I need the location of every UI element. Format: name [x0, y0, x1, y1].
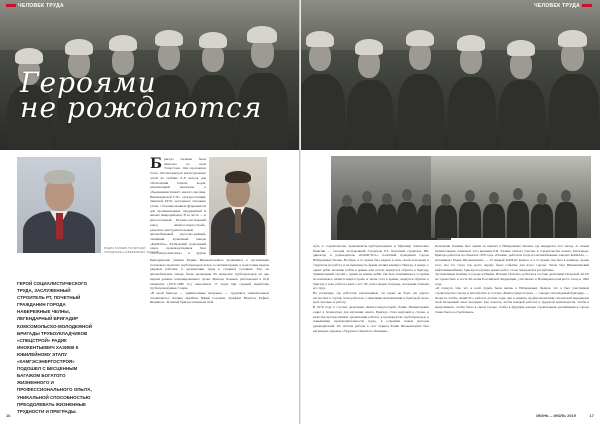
hero-worker	[546, 10, 600, 150]
body-column-3: Коллектив Хазиева был одним из первых в Набережных Челнах, где внедрялся этот метод. А самым значительным событием того времени Р.И. Хазиев считает участие в строительстве нового автозавода. Бригада работала на объектах 1976 года. «Помню, работали тогда на автомобильных заводах КАМАЗа, — вспоминает Радик Инокентьевич, — И первый КАМАЗ вышел, я в то время там был в команде, кроме того, мы это тогда так долго ждали, было событие для всего города. Затем был Нижнекамский нефтехимкомбинат, бригада получила новых работ, стала передовой в республике. Заслуженным Хазиеву в городе и Индии, Италии. Почетно, работая в составе делегации Татарской АССР на торжествах в честь 60-летия Российской Федерации, участвовал в Всемирном конгрессе татар в 1992 году. «Я горжусь тем, что я всей судьбе была жизнь в Набережных Челнах, что я был участником строительства города и автогиганта в составе «Камгэсэнергостроя» — говорит легендарный бригадир. — Хочется, чтобы «КамГЭС» работал долгие годы, как и раньше, профессионалами строителей передавали свой бесценный опыт молодым. Так хочется, чтобы каждый работал в трудовой деятельности, чтобы в выпускниках, чтобы было в своем городе, чтобы в будущем каждая строительная организация в городе также была востребована».	[435, 244, 589, 314]
hero-worker	[446, 15, 498, 150]
lead-text: ГЕРОЙ СОЦИАЛИСТИЧЕСКОГО ТРУДА, ЗАСЛУЖЕННЫЙ СТРОИТЕЛЬ РТ, ПОЧЕТНЫЙ ГРАЖДАНИН ГОРОДА НАБЕРЕЖНЫЕ ЧЕЛНЫ, ЛЕГЕНДАРНЫЙ БРИГАДИР КОМСОМОЛЬСКО-МОЛОДЕЖНОЙ БРИГАДЫ ТРУБОУКЛАДЧИКОВ «СПЕЦСТРОЙ» РАДИК ИНОКЕНТЬЕВИЧ ХАЗИЕВ К ЮБИЛЕЙНОМУ ЭТАПУ «КАМГЭСЭНЕРГОСТРОЯ» ПОДОШЕЛ С БЕСЦЕННЫМ БАГАЖОМ БОГАТОГО ЖИЗНЕННОГО И ПРОФЕССИОНАЛЬНОГО ОПЫТА, УНИКАЛЬНОЙ СПОСОБНОСТЬЮ ПРЕОДОЛЕВАТЬ ЖИЗНЕННЫЕ ТРУДНОСТИ И ПРЕГРАДЫ.	[17, 281, 93, 414]
page-number: 16	[6, 413, 11, 418]
body-column-1b: Бригадирские умения Радика Иннокентьевича проявились в организации потокового монтажа трубопроводов вслед за экскаваторами, в подготовке кадров рядовых рабочих, в организации труда в сложных условиях. Так, на автомобильном заводе были проведены 60 выпусков трубопроводов на две недели раньше запланированного срока. Бригада Хазиева, работающая в 10-й пятилетке (1976–1980 гг.), выполнила 17 норм при средней выработке трубопроводчиков 3 норм. «В моей бригаде — удивительные ветераны, — трудились замечательные специалисты: Леонид Дерябин, Юрий Сорокин, Зульфаят Вахитов, Рафкат Шарипов... В нашей бригаде начинали свой	[150, 258, 269, 305]
body-column-2: путь в строительстве практиканты-трубоукладчики и Мунавир Хаматович Пьянзин — сегодня заслуженный строитель РТ, почетный строитель РФ, директор и руководитель «КАМГЭСа», почетный гражданин города Набережные Челны. Вообще, я то время был уверен в силе своей молодежи и студентов на работу и на практику во время летних каникул. Иногда, в конце, у одних ребят желание пойти в армию или потом, вернуться обратно в бригаду. Удивительный случай с одним из наших ребят. Он был отличником в то время на комплексе «Камгэсэнергострой» и затем стал в армию, вернулся обратно в бригаду к нам, работал много лет. Об этом говорят награды, которыми отмечен его труд. На площадке, где работали заключенные, он также не было ни одного несчастного случая, хотя работали с тяжелыми механизмами и бригадой около трех человек за работу. В 1970 году в составе делегации «Камгэсэнергострой» Радик Инокентьевич ездил в Зеленоград для изучения опыта. Бригада стала ведущей в стране, в качестве прогрессивной организации работы, в производстве трубопроводов, в повышении производительности труда, в освоении новых методов руководителей. По итогам работы в этот период Радик Инокентьевич был награжден орденом «Трудового Красного Знамени».	[313, 244, 429, 333]
body-column-1a: Бригада Хазиева была известна во всем Татарстане. Она проложила более 100 километров магистральных сетей на глубине 6–8 метров для обеспечения теплом, водой, канализацией промзоны в объединении КамАЗ, жилого массива, Нижнекамской ГЭС, электростанций, Заинской ГРЭС, котельных, тепловых узлов, с бетонированием фундаментов для промышленных предприятий и жилых микрорайонов. В ее честь — и многоэтажный Бетонно-растворный завод «Камгэсэнергострой», ремонтно-инструментальный, автомобильный, прессово-рамный, литейный, кузнечный заводы «КАМАЗа», Елабужский тракторный завод, производственная база «Татэлектромонтажа» и другие	[150, 157, 206, 256]
group-photo-2	[431, 156, 591, 238]
portrait-photo	[17, 157, 101, 253]
portrait-photo-young	[209, 157, 267, 255]
title-line-1: Героями	[20, 66, 157, 99]
hero-worker	[301, 10, 347, 150]
hero-worker	[345, 20, 395, 150]
right-page	[301, 0, 600, 424]
drop-cap: Б	[150, 157, 162, 172]
page-number-right: 17	[589, 413, 594, 418]
hero-photo-right	[301, 0, 600, 150]
section-tag-right: ЧЕЛОВЕК ТРУДА	[534, 3, 594, 9]
portrait-caption: РАДИК ХАЗИЕВ, ПОЧЕТНЫЙ ГРАЖДАНИН НАБЕРЕЖНЫХ ЧЕЛНОВ	[104, 246, 159, 254]
hero-worker	[497, 22, 547, 150]
issue-date: ИЮНЬ – ИЮЛЬ 2019	[536, 413, 576, 418]
hero-worker	[396, 8, 446, 150]
title-line-2: не рождаются	[20, 91, 263, 124]
left-page	[0, 0, 299, 424]
article-title	[20, 66, 263, 124]
section-tag: ЧЕЛОВЕК ТРУДА	[4, 3, 64, 9]
